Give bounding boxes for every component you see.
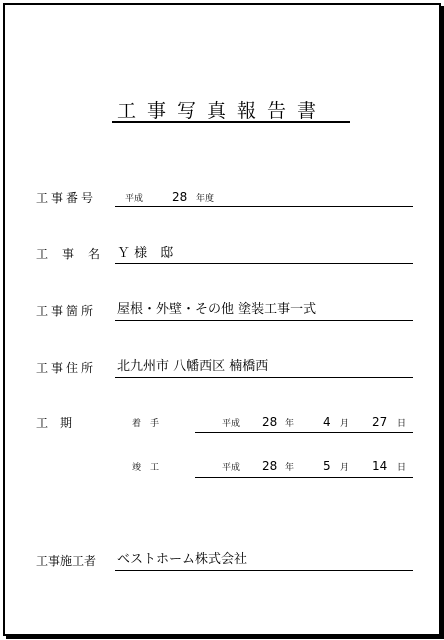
period-label: 工 期 (36, 416, 73, 430)
start-month: 4 (323, 415, 331, 429)
end-day-unit: 日 (397, 463, 407, 473)
end-year-unit: 年 (285, 463, 295, 473)
location-underline (115, 320, 413, 321)
start-day: 27 (372, 415, 388, 429)
name-value: Ｙ 様 邸 (117, 246, 174, 261)
end-month-unit: 月 (340, 463, 350, 473)
start-era: 平成 (222, 419, 241, 429)
address-underline (115, 377, 413, 378)
end-label: 竣 工 (132, 463, 160, 473)
contractor-underline (115, 570, 413, 571)
location-label: 工事箇所 (36, 304, 97, 318)
contractor-value: ベストホーム株式会社 (117, 552, 248, 567)
end-era: 平成 (222, 463, 241, 473)
end-year: 28 (262, 459, 278, 473)
number-year: 28 (172, 190, 188, 204)
start-year-unit: 年 (285, 419, 295, 429)
end-month: 5 (323, 459, 331, 473)
start-underline (195, 432, 413, 433)
number-label: 工事番号 (36, 191, 97, 205)
number-fiscal: 年度 (196, 194, 215, 204)
end-underline (195, 477, 413, 478)
number-underline (115, 206, 413, 207)
name-label: 工事名 (36, 247, 115, 261)
address-value: 北九州市 八幡西区 楠橋西 (117, 359, 269, 374)
start-day-unit: 日 (397, 419, 407, 429)
location-value: 屋根・外壁・その他 塗装工事一式 (117, 302, 317, 317)
name-underline (115, 263, 413, 264)
start-month-unit: 月 (340, 419, 350, 429)
start-label: 着 手 (132, 419, 160, 429)
document-title: 工事写真報告書 (116, 100, 327, 122)
number-era: 平成 (125, 194, 144, 204)
end-day: 14 (372, 459, 388, 473)
title-underline (112, 121, 350, 123)
address-label: 工事住所 (36, 361, 97, 375)
start-year: 28 (262, 415, 278, 429)
contractor-label: 工事施工者 (36, 554, 97, 568)
